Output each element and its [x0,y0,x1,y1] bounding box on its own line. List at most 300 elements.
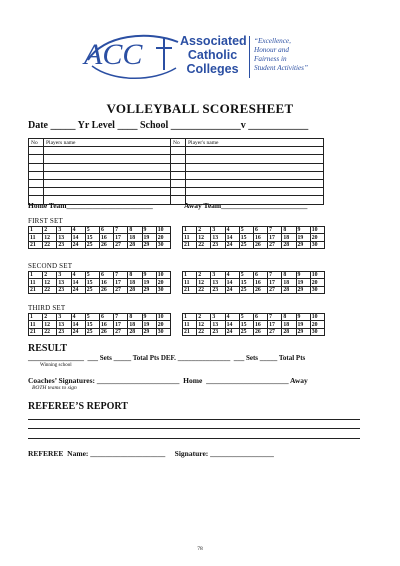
score-cell[interactable]: 16 [253,321,267,328]
yr-level-field[interactable]: ____ [117,120,138,131]
score-cell[interactable]: 5 [239,314,253,321]
score-cell[interactable]: 30 [156,241,170,248]
score-row [29,241,171,248]
score-row [29,272,171,279]
score-cell[interactable]: 26 [99,241,113,248]
score-cell[interactable]: 13 [211,279,225,286]
players-header-row [29,139,324,147]
score-cell[interactable]: 19 [142,234,156,241]
score-cell[interactable]: 6 [99,272,113,279]
score-cell[interactable]: 6 [253,314,267,321]
score-cell[interactable]: 26 [99,286,113,293]
losing-school-field[interactable]: _______________ [177,354,231,362]
home-score-grid [28,313,171,336]
score-cell[interactable]: 19 [296,321,310,328]
score-cell[interactable]: 7 [114,227,128,234]
score-cell[interactable]: 18 [128,234,142,241]
score-cell[interactable]: 4 [225,272,239,279]
score-cell[interactable]: 27 [268,328,282,335]
score-cell[interactable]: 11 [29,321,43,328]
score-cell[interactable]: 9 [142,227,156,234]
score-cell[interactable]: 19 [296,234,310,241]
header-cell: No [171,139,186,147]
player-row [29,163,324,171]
score-cell[interactable]: 24 [225,286,239,293]
score-cell[interactable]: 13 [211,234,225,241]
score-cell[interactable]: 16 [99,321,113,328]
score-cell[interactable]: 9 [296,314,310,321]
player-row [29,188,324,196]
score-cell[interactable]: 1 [29,314,43,321]
score-cell[interactable]: 24 [225,328,239,335]
header-cell: Players name [44,139,171,147]
score-cell[interactable]: 1 [183,227,197,234]
score-cell[interactable]: 1 [183,272,197,279]
score-cell[interactable]: 8 [128,272,142,279]
score-cell[interactable]: 4 [225,227,239,234]
player-row [29,155,324,163]
score-cell[interactable]: 14 [225,321,239,328]
score-cell[interactable]: 22 [197,241,211,248]
score-cell[interactable]: 30 [310,241,324,248]
score-cell[interactable]: 27 [114,328,128,335]
score-cell[interactable]: 10 [310,227,324,234]
score-cell[interactable]: 15 [239,234,253,241]
signature-label: Signature: [174,449,209,458]
win-total-field[interactable]: _____ [113,354,132,362]
player-name-cell[interactable] [44,171,171,179]
score-cell[interactable]: 22 [43,286,57,293]
def-label: DEF. [160,354,176,362]
score-cell[interactable]: 15 [85,321,99,328]
referee-name-label: REFEREE Name: [28,449,89,458]
score-cell[interactable]: 9 [296,227,310,234]
away-score-grid [182,271,325,294]
score-cell[interactable]: 9 [142,314,156,321]
report-line[interactable] [28,428,360,429]
score-cell[interactable]: 28 [282,328,296,335]
score-cell[interactable]: 22 [43,328,57,335]
score-cell[interactable]: 19 [142,279,156,286]
referee-name-line [28,449,274,458]
result-heading: RESULT [28,343,68,354]
score-cell[interactable]: 21 [29,286,43,293]
score-cell[interactable]: 15 [85,279,99,286]
score-row [183,272,325,279]
score-cell[interactable]: 5 [85,272,99,279]
score-cell[interactable]: 7 [114,272,128,279]
score-cell[interactable]: 2 [43,314,57,321]
score-cell[interactable]: 14 [225,279,239,286]
score-cell[interactable]: 2 [197,227,211,234]
brand-name [180,34,245,76]
score-cell[interactable]: 27 [268,241,282,248]
score-cell[interactable]: 6 [99,314,113,321]
total-pts-label: Total Pts [278,354,306,362]
score-cell[interactable]: 26 [253,241,267,248]
score-cell[interactable]: 29 [296,328,310,335]
score-cell[interactable]: 6 [99,227,113,234]
home-score-grid [28,271,171,294]
date-line [28,120,308,131]
sets-label: Sets [245,354,258,362]
score-row [29,286,171,293]
score-cell[interactable]: 27 [114,286,128,293]
score-cell[interactable]: 19 [296,279,310,286]
player-name-cell[interactable] [44,179,171,187]
player-no-cell[interactable] [29,163,44,171]
away-score-grid [182,313,325,336]
score-row [29,227,171,234]
home-team-line [28,201,153,210]
score-cell[interactable]: 2 [197,272,211,279]
referee-report-heading: REFEREE’S REPORT [28,401,128,412]
score-cell[interactable]: 25 [85,241,99,248]
score-cell[interactable]: 28 [128,286,142,293]
score-cell[interactable]: 23 [57,286,71,293]
score-cell[interactable]: 12 [197,321,211,328]
score-cell[interactable]: 4 [225,314,239,321]
school-field[interactable]: ______________ [170,120,241,131]
logo-divider [249,36,250,78]
score-cell[interactable]: 13 [57,234,71,241]
acc-logo-mark-icon [78,30,188,84]
score-cell[interactable]: 21 [29,241,43,248]
score-cell[interactable]: 5 [239,227,253,234]
score-cell[interactable]: 6 [253,272,267,279]
score-cell[interactable]: 17 [114,279,128,286]
score-cell[interactable]: 12 [197,279,211,286]
player-no-cell[interactable] [171,171,186,179]
score-cell[interactable]: 24 [71,241,85,248]
score-cell[interactable]: 17 [268,234,282,241]
score-cell[interactable]: 29 [142,286,156,293]
motto-line: Student Activities” [254,64,308,72]
score-cell[interactable]: 3 [57,227,71,234]
score-cell[interactable]: 15 [85,234,99,241]
score-cell[interactable]: 20 [156,321,170,328]
score-cell[interactable]: 23 [211,286,225,293]
score-cell[interactable]: 30 [156,286,170,293]
player-name-cell[interactable] [44,163,171,171]
score-cell[interactable]: 22 [43,241,57,248]
score-cell[interactable]: 19 [142,321,156,328]
score-cell[interactable]: 29 [296,241,310,248]
score-row [183,241,325,248]
score-row [29,279,171,286]
score-cell[interactable]: 18 [128,321,142,328]
score-cell[interactable]: 29 [142,241,156,248]
away-team-label: Away Team [184,201,222,210]
score-cell[interactable]: 10 [156,272,170,279]
score-cell[interactable]: 20 [310,279,324,286]
player-name-cell[interactable] [186,163,324,171]
score-cell[interactable]: 25 [85,286,99,293]
player-no-cell[interactable] [171,179,186,187]
yr-level-label: Yr Level [77,120,115,131]
score-cell[interactable]: 9 [296,272,310,279]
score-cell[interactable]: 17 [268,321,282,328]
score-cell[interactable]: 20 [156,279,170,286]
score-cell[interactable]: 22 [197,328,211,335]
school-label: School [139,120,169,131]
score-cell[interactable]: 2 [43,272,57,279]
score-cell[interactable]: 4 [71,227,85,234]
away-team-field[interactable]: _______________________ [221,201,308,210]
score-cell[interactable]: 1 [183,314,197,321]
score-cell[interactable]: 3 [57,272,71,279]
score-cell[interactable]: 21 [183,286,197,293]
score-cell[interactable]: 4 [71,314,85,321]
winning-school-field[interactable]: ________________ [28,354,84,362]
motto-line: Fairness in [254,55,287,63]
coaches-signatures-line [28,376,308,385]
players-table [28,138,324,205]
player-name-cell[interactable] [186,171,324,179]
player-name-cell[interactable] [186,155,324,163]
score-cell[interactable]: 12 [43,279,57,286]
score-row [183,286,325,293]
score-cell[interactable]: 25 [239,286,253,293]
score-cell[interactable]: 16 [253,279,267,286]
score-cell[interactable]: 10 [156,227,170,234]
score-cell[interactable]: 16 [99,234,113,241]
score-cell[interactable]: 16 [253,234,267,241]
score-cell[interactable]: 26 [99,328,113,335]
header-cell: Player's name [186,139,324,147]
logo-text: ACC [84,38,143,71]
score-cell[interactable]: 13 [57,279,71,286]
player-row [29,147,324,155]
score-cell[interactable]: 2 [197,314,211,321]
score-cell[interactable]: 8 [282,272,296,279]
score-cell[interactable]: 8 [128,314,142,321]
score-cell[interactable]: 16 [99,279,113,286]
date-label: Date [28,120,48,131]
player-no-cell[interactable] [171,163,186,171]
score-cell[interactable]: 2 [43,227,57,234]
player-no-cell[interactable] [171,155,186,163]
score-cell[interactable]: 23 [57,241,71,248]
score-cell[interactable]: 10 [310,314,324,321]
score-cell[interactable]: 6 [253,227,267,234]
both-teams-note: BOTH teams to sign [32,385,77,391]
score-cell[interactable]: 5 [239,272,253,279]
referee-signature-field[interactable]: _________________ [210,449,274,458]
score-cell[interactable]: 18 [282,279,296,286]
score-cell[interactable]: 25 [85,328,99,335]
score-cell[interactable]: 24 [225,241,239,248]
score-cell[interactable]: 27 [268,286,282,293]
score-cell[interactable]: 17 [114,321,128,328]
player-no-cell[interactable] [29,147,44,155]
opponent-field[interactable]: ____________ [248,120,309,131]
score-cell[interactable]: 30 [156,328,170,335]
score-cell[interactable]: 11 [183,279,197,286]
player-no-cell[interactable] [29,188,44,196]
win-sets-field[interactable]: ___ [87,354,98,362]
coaches-label: Coaches’ Signatures: [28,376,96,385]
total-pts-label: Total Pts [132,354,160,362]
score-cell[interactable]: 30 [310,286,324,293]
score-cell[interactable]: 14 [71,321,85,328]
score-cell[interactable]: 11 [183,234,197,241]
coach-signature-field[interactable]: ______________________ [96,376,180,385]
page-title: VOLLEYBALL SCORESHEET [106,101,294,116]
player-no-cell[interactable] [29,171,44,179]
report-line[interactable] [28,438,360,439]
sets-label: Sets [99,354,112,362]
score-cell[interactable]: 30 [310,328,324,335]
score-row [183,279,325,286]
motto [254,37,324,73]
score-cell[interactable]: 1 [29,272,43,279]
score-cell[interactable]: 20 [310,321,324,328]
player-no-cell[interactable] [171,147,186,155]
player-name-cell[interactable] [186,147,324,155]
score-cell[interactable]: 23 [57,328,71,335]
score-cell[interactable]: 21 [29,328,43,335]
score-cell[interactable]: 24 [71,286,85,293]
score-cell[interactable]: 25 [239,241,253,248]
home-coach-field[interactable]: ______________________ [206,376,289,385]
player-name-cell[interactable] [44,155,171,163]
score-cell[interactable]: 11 [29,279,43,286]
score-cell[interactable]: 7 [268,227,282,234]
player-name-cell[interactable] [186,188,324,196]
score-cell[interactable]: 24 [71,328,85,335]
score-row [29,328,171,335]
score-cell[interactable]: 29 [142,328,156,335]
versus-label: v [240,120,246,131]
player-no-cell[interactable] [29,179,44,187]
header-cell: No [29,139,44,147]
score-cell[interactable]: 13 [57,321,71,328]
score-cell[interactable]: 13 [211,321,225,328]
lose-sets-field[interactable]: ___ [233,354,245,362]
score-row [183,234,325,241]
score-cell[interactable]: 3 [211,227,225,234]
score-cell[interactable]: 8 [128,227,142,234]
score-cell[interactable]: 20 [310,234,324,241]
score-cell[interactable]: 29 [296,286,310,293]
score-cell[interactable]: 3 [211,272,225,279]
score-cell[interactable]: 21 [183,328,197,335]
score-cell[interactable]: 28 [282,286,296,293]
player-no-cell[interactable] [29,155,44,163]
score-cell[interactable]: 27 [114,241,128,248]
score-cell[interactable]: 23 [211,241,225,248]
score-cell[interactable]: 28 [128,328,142,335]
score-row [29,321,171,328]
lose-total-field[interactable]: _____ [259,354,278,362]
away-label: Away [290,376,308,385]
score-cell[interactable]: 28 [128,241,142,248]
score-cell[interactable]: 14 [71,234,85,241]
score-cell[interactable]: 7 [114,314,128,321]
score-cell[interactable]: 18 [128,279,142,286]
score-cell[interactable]: 8 [282,314,296,321]
home-team-label: Home Team [28,201,67,210]
set-label: THIRD SET [28,304,66,312]
score-cell[interactable]: 26 [253,328,267,335]
score-cell[interactable]: 23 [211,328,225,335]
score-cell[interactable]: 3 [57,314,71,321]
score-cell[interactable]: 14 [225,234,239,241]
score-cell[interactable]: 18 [282,321,296,328]
score-cell[interactable]: 17 [114,234,128,241]
score-cell[interactable]: 25 [239,328,253,335]
home-score-grid [28,226,171,249]
score-row [183,227,325,234]
referee-name-field[interactable]: ____________________ [90,449,166,458]
score-cell[interactable]: 14 [71,279,85,286]
result-line [28,354,305,362]
score-cell[interactable]: 20 [156,234,170,241]
score-cell[interactable]: 26 [253,286,267,293]
score-cell[interactable]: 4 [71,272,85,279]
score-cell[interactable]: 12 [43,321,57,328]
score-cell[interactable]: 7 [268,272,282,279]
score-cell[interactable]: 28 [282,241,296,248]
page-number: 78 [197,546,203,552]
score-cell[interactable]: 11 [183,321,197,328]
player-row [29,179,324,187]
brand-line: Associated [180,34,247,48]
score-cell[interactable]: 18 [282,234,296,241]
score-cell[interactable]: 11 [29,234,43,241]
brand-line: Catholic [187,48,238,62]
score-cell[interactable]: 22 [197,286,211,293]
score-cell[interactable]: 5 [85,227,99,234]
score-cell[interactable]: 15 [239,321,253,328]
motto-line: “Excellence, [254,37,291,45]
brand-line: Colleges [186,62,239,76]
player-name-cell[interactable] [186,179,324,187]
score-cell[interactable]: 15 [239,279,253,286]
motto-line: Honour and [254,46,289,54]
date-field[interactable]: _____ [50,120,76,131]
set-label: FIRST SET [28,217,63,225]
score-cell[interactable]: 9 [142,272,156,279]
score-cell[interactable]: 12 [43,234,57,241]
player-row [29,171,324,179]
score-cell[interactable]: 10 [310,272,324,279]
score-row [183,328,325,335]
winning-school-caption: Winning school [40,363,72,368]
score-cell[interactable]: 17 [268,279,282,286]
set-label: SECOND SET [28,262,73,270]
home-team-field[interactable]: _______________________ [66,201,153,210]
player-no-cell[interactable] [171,188,186,196]
score-cell[interactable]: 7 [268,314,282,321]
score-cell[interactable]: 21 [183,241,197,248]
player-name-cell[interactable] [44,188,171,196]
player-name-cell[interactable] [44,147,171,155]
score-cell[interactable]: 1 [29,227,43,234]
score-cell[interactable]: 8 [282,227,296,234]
home-label: Home [183,376,203,385]
score-row [183,321,325,328]
score-cell[interactable]: 10 [156,314,170,321]
score-cell[interactable]: 3 [211,314,225,321]
away-score-grid [182,226,325,249]
score-cell[interactable]: 5 [85,314,99,321]
score-row [29,314,171,321]
report-line[interactable] [28,419,360,420]
score-cell[interactable]: 12 [197,234,211,241]
score-row [183,314,325,321]
